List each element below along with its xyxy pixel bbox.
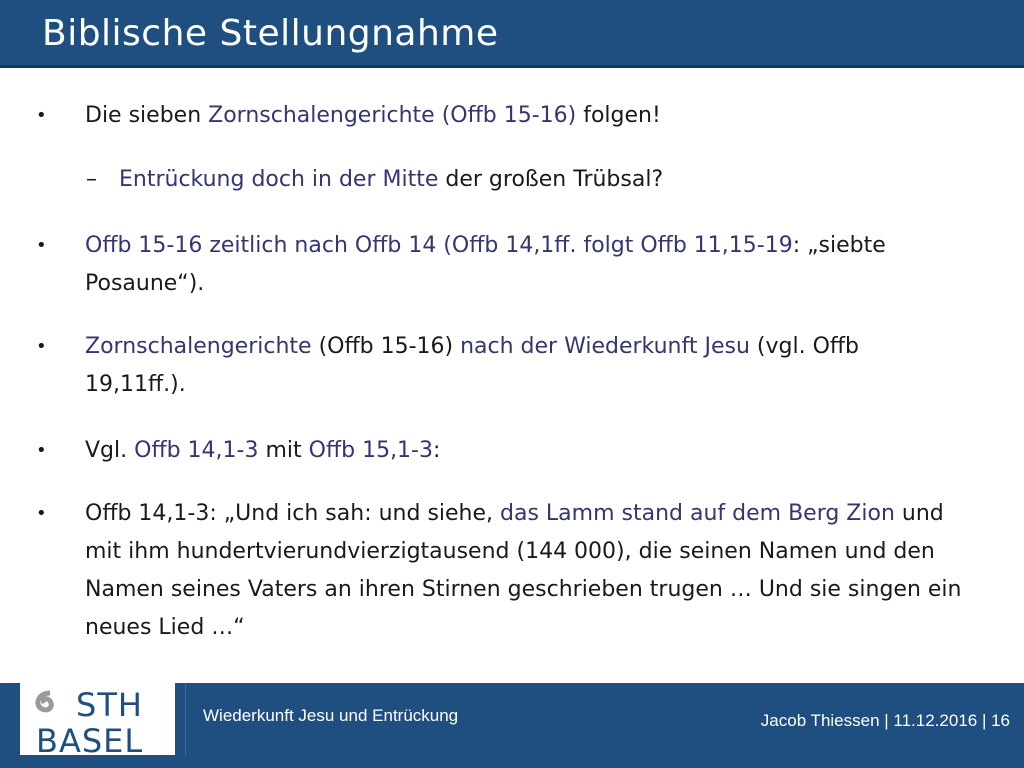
logo-text-bottom: BASEL bbox=[36, 722, 144, 755]
logo-mark bbox=[20, 683, 175, 755]
bullet-segment-emph: Offb 15,1-3 bbox=[308, 438, 433, 463]
bullet-segment: der großen Trübsal? bbox=[438, 167, 664, 192]
bullet-segment: (Offb 15-16) bbox=[311, 334, 461, 359]
bullet-segment: (vgl. Offb 19,11ff.). bbox=[85, 334, 860, 397]
sth-basel-logo bbox=[20, 683, 175, 755]
bullet-text bbox=[85, 432, 985, 470]
bullet-segment: : bbox=[433, 438, 441, 463]
footer-topic: Wiederkunft Jesu und Entrückung bbox=[203, 706, 459, 725]
bullet-segment: Offb 14,1-3: „Und ich sah: und siehe, bbox=[85, 501, 501, 526]
bullet-marker: • bbox=[36, 503, 47, 524]
bullet-segment-emph: Zornschalengerichte bbox=[85, 334, 312, 359]
title-bar bbox=[0, 0, 1024, 68]
bullet-segment: Die sieben bbox=[85, 103, 209, 128]
bullet-segment-emph: Offb 15-16 zeitlich nach Offb 14 (Offb 14,1ff. folgt Offb 11,15-19 bbox=[85, 233, 793, 258]
bullet-marker: • bbox=[36, 235, 47, 256]
footer-divider bbox=[185, 683, 186, 755]
bullet-segment-emph: nach der Wiederkunft Jesu bbox=[460, 334, 750, 359]
bullet-marker: • bbox=[36, 336, 47, 357]
sub-bullet-text bbox=[119, 161, 979, 199]
bullet-marker: • bbox=[36, 440, 47, 461]
bullet-segment-emph: Offb 14,1-3 bbox=[134, 438, 259, 463]
bullet-segment-emph: Zornschalengerichte (Offb 15-16) bbox=[208, 103, 577, 128]
bullet-segment-emph: Entrückung doch in der Mitte bbox=[119, 167, 439, 192]
bullet-marker: • bbox=[36, 105, 47, 126]
bullet-segment-emph: das Lamm stand auf dem Berg Zion bbox=[500, 501, 895, 526]
bullet-segment: und mit ihm hundertvierundvierzigtausend (144 000), die seinen Namen und den Namen seines Vaters an ihren Stirnen geschrieben trugen … Und sie singen ein neues Lied …“ bbox=[85, 501, 962, 640]
logo-text-top: STH bbox=[76, 686, 143, 724]
bullet-segment: mit bbox=[258, 438, 309, 463]
slide-title: Biblische Stellungnahme bbox=[42, 13, 499, 54]
bullet-text bbox=[85, 495, 985, 647]
bullet-text bbox=[85, 227, 945, 303]
bullet-segment: Vgl. bbox=[85, 438, 135, 463]
sub-bullet-marker: – bbox=[86, 167, 97, 192]
bullet-text bbox=[85, 97, 985, 135]
bullet-segment: folgen! bbox=[576, 103, 661, 128]
bullet-text bbox=[85, 328, 915, 404]
footer-author-date-page: Jacob Thiessen | 11.12.2016 | 16 bbox=[760, 711, 1010, 730]
spiral-icon bbox=[38, 693, 51, 710]
bullet-segment: : „siebte Posaune“). bbox=[85, 233, 886, 296]
